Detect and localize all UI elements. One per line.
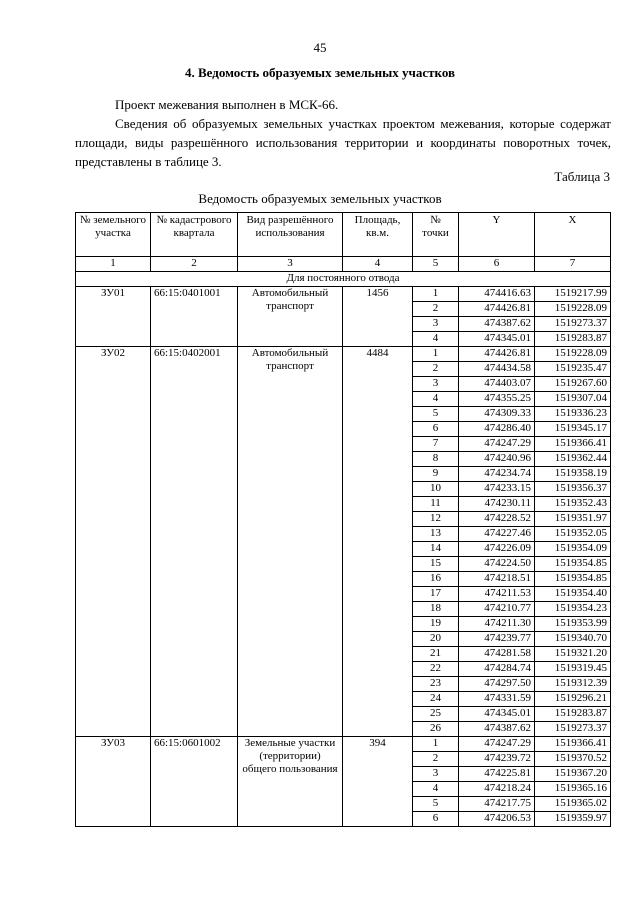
coord-x: 1519362.44 bbox=[535, 452, 611, 467]
coord-x: 1519283.87 bbox=[535, 707, 611, 722]
coord-y: 474211.53 bbox=[459, 587, 535, 602]
point-number: 20 bbox=[413, 632, 459, 647]
table-label: Таблица 3 bbox=[554, 169, 610, 184]
page-number: 45 bbox=[313, 40, 327, 55]
coord-x: 1519358.19 bbox=[535, 467, 611, 482]
point-number: 6 bbox=[413, 812, 459, 827]
table-row bbox=[76, 737, 611, 752]
point-number: 5 bbox=[413, 797, 459, 812]
parcel-id: ЗУ02 bbox=[76, 347, 151, 737]
column-number: 4 bbox=[343, 257, 413, 272]
point-number: 17 bbox=[413, 587, 459, 602]
coord-y: 474228.52 bbox=[459, 512, 535, 527]
point-number: 14 bbox=[413, 542, 459, 557]
section-row bbox=[76, 272, 611, 287]
point-number: 26 bbox=[413, 722, 459, 737]
coord-y: 474345.01 bbox=[459, 707, 535, 722]
point-number: 5 bbox=[413, 407, 459, 422]
coord-x: 1519365.16 bbox=[535, 782, 611, 797]
point-number: 8 bbox=[413, 452, 459, 467]
coord-x: 1519321.20 bbox=[535, 647, 611, 662]
coord-x: 1519319.45 bbox=[535, 662, 611, 677]
cadastral-quarter: 66:15:0402001 bbox=[151, 347, 238, 737]
table-row bbox=[76, 287, 611, 302]
coord-x: 1519228.09 bbox=[535, 302, 611, 317]
coord-x: 1519345.17 bbox=[535, 422, 611, 437]
coord-y: 474426.81 bbox=[459, 302, 535, 317]
point-number: 10 bbox=[413, 482, 459, 497]
coord-x: 1519267.60 bbox=[535, 377, 611, 392]
point-number: 19 bbox=[413, 617, 459, 632]
coord-y: 474297.50 bbox=[459, 677, 535, 692]
column-number-row bbox=[76, 257, 611, 272]
point-number: 1 bbox=[413, 347, 459, 362]
coord-y: 474218.51 bbox=[459, 572, 535, 587]
coord-x: 1519273.37 bbox=[535, 722, 611, 737]
column-number: 6 bbox=[459, 257, 535, 272]
point-number: 15 bbox=[413, 557, 459, 572]
coord-y: 474286.40 bbox=[459, 422, 535, 437]
coord-x: 1519370.52 bbox=[535, 752, 611, 767]
cadastral-quarter: 66:15:0601002 bbox=[151, 737, 238, 827]
coord-y: 474434.58 bbox=[459, 362, 535, 377]
coord-x: 1519273.37 bbox=[535, 317, 611, 332]
point-number: 23 bbox=[413, 677, 459, 692]
permitted-use: Автомобильный транспорт bbox=[238, 347, 343, 737]
coord-y: 474224.50 bbox=[459, 557, 535, 572]
column-number: 7 bbox=[535, 257, 611, 272]
permitted-use: Земельные участки (территории) общего пользования bbox=[238, 737, 343, 827]
coord-x: 1519356.37 bbox=[535, 482, 611, 497]
coord-y: 474387.62 bbox=[459, 722, 535, 737]
coord-y: 474240.96 bbox=[459, 452, 535, 467]
header-cell: Y bbox=[459, 213, 535, 257]
point-number: 16 bbox=[413, 572, 459, 587]
header-cell: X bbox=[535, 213, 611, 257]
point-number: 6 bbox=[413, 422, 459, 437]
coord-y: 474217.75 bbox=[459, 797, 535, 812]
coord-y: 474247.29 bbox=[459, 437, 535, 452]
coord-y: 474247.29 bbox=[459, 737, 535, 752]
coord-x: 1519365.02 bbox=[535, 797, 611, 812]
point-number: 11 bbox=[413, 497, 459, 512]
table-row bbox=[76, 347, 611, 362]
coord-y: 474211.30 bbox=[459, 617, 535, 632]
coord-y: 474355.25 bbox=[459, 392, 535, 407]
parcel-id: ЗУ01 bbox=[76, 287, 151, 347]
point-number: 2 bbox=[413, 362, 459, 377]
point-number: 24 bbox=[413, 692, 459, 707]
point-number: 2 bbox=[413, 302, 459, 317]
coord-x: 1519366.41 bbox=[535, 737, 611, 752]
coord-x: 1519354.23 bbox=[535, 602, 611, 617]
header-cell: № точки bbox=[413, 213, 459, 257]
coord-y: 474239.72 bbox=[459, 752, 535, 767]
coord-y: 474210.77 bbox=[459, 602, 535, 617]
permitted-use: Автомобильный транспорт bbox=[238, 287, 343, 347]
header-cell: Площадь, кв.м. bbox=[343, 213, 413, 257]
coord-x: 1519228.09 bbox=[535, 347, 611, 362]
parcels-table bbox=[75, 212, 611, 827]
coord-x: 1519367.20 bbox=[535, 767, 611, 782]
coord-y: 474331.59 bbox=[459, 692, 535, 707]
coord-x: 1519352.43 bbox=[535, 497, 611, 512]
parcel-area: 394 bbox=[343, 737, 413, 827]
coord-y: 474281.58 bbox=[459, 647, 535, 662]
paragraph-msk: Проект межевания выполнен в МСК-66. bbox=[115, 97, 339, 112]
point-number: 22 bbox=[413, 662, 459, 677]
coord-x: 1519354.85 bbox=[535, 557, 611, 572]
coord-x: 1519340.70 bbox=[535, 632, 611, 647]
section-heading: 4. Ведомость образуемых земельных участков bbox=[184, 65, 456, 80]
point-number: 3 bbox=[413, 767, 459, 782]
point-number: 9 bbox=[413, 467, 459, 482]
point-number: 21 bbox=[413, 647, 459, 662]
coord-y: 474345.01 bbox=[459, 332, 535, 347]
paragraph-description: Сведения об образуемых земельных участках проектом межевания, которые содержат площади, виды разрешённого использования территории и координаты поворотных точек, представлены в таблице 3. bbox=[75, 116, 611, 169]
point-number: 18 bbox=[413, 602, 459, 617]
coord-y: 474225.81 bbox=[459, 767, 535, 782]
coord-x: 1519283.87 bbox=[535, 332, 611, 347]
coord-x: 1519359.97 bbox=[535, 812, 611, 827]
point-number: 4 bbox=[413, 332, 459, 347]
parcel-area: 1456 bbox=[343, 287, 413, 347]
parcel-area: 4484 bbox=[343, 347, 413, 737]
point-number: 3 bbox=[413, 377, 459, 392]
coord-y: 474416.63 bbox=[459, 287, 535, 302]
column-number: 5 bbox=[413, 257, 459, 272]
point-number: 13 bbox=[413, 527, 459, 542]
column-number: 3 bbox=[238, 257, 343, 272]
coord-x: 1519352.05 bbox=[535, 527, 611, 542]
coord-y: 474309.33 bbox=[459, 407, 535, 422]
coord-x: 1519353.99 bbox=[535, 617, 611, 632]
header-cell: № кадастрового квартала bbox=[151, 213, 238, 257]
coord-y: 474387.62 bbox=[459, 317, 535, 332]
coord-y: 474227.46 bbox=[459, 527, 535, 542]
coord-x: 1519217.99 bbox=[535, 287, 611, 302]
coord-y: 474426.81 bbox=[459, 347, 535, 362]
column-number: 2 bbox=[151, 257, 238, 272]
parcel-id: ЗУ03 bbox=[76, 737, 151, 827]
coord-x: 1519307.04 bbox=[535, 392, 611, 407]
point-number: 1 bbox=[413, 287, 459, 302]
coord-y: 474226.09 bbox=[459, 542, 535, 557]
coord-x: 1519354.09 bbox=[535, 542, 611, 557]
coord-x: 1519366.41 bbox=[535, 437, 611, 452]
point-number: 3 bbox=[413, 317, 459, 332]
coord-x: 1519235.47 bbox=[535, 362, 611, 377]
point-number: 7 bbox=[413, 437, 459, 452]
coord-x: 1519336.23 bbox=[535, 407, 611, 422]
cadastral-quarter: 66:15:0401001 bbox=[151, 287, 238, 347]
coord-y: 474284.74 bbox=[459, 662, 535, 677]
point-number: 25 bbox=[413, 707, 459, 722]
header-row bbox=[76, 213, 611, 257]
coord-y: 474206.53 bbox=[459, 812, 535, 827]
header-cell: Вид разрешённого использования bbox=[238, 213, 343, 257]
point-number: 2 bbox=[413, 752, 459, 767]
coord-x: 1519354.40 bbox=[535, 587, 611, 602]
point-number: 4 bbox=[413, 782, 459, 797]
point-number: 1 bbox=[413, 737, 459, 752]
column-number: 1 bbox=[76, 257, 151, 272]
section-label: Для постоянного отвода bbox=[76, 272, 611, 287]
coord-x: 1519354.85 bbox=[535, 572, 611, 587]
coord-x: 1519296.21 bbox=[535, 692, 611, 707]
coord-y: 474234.74 bbox=[459, 467, 535, 482]
coord-y: 474239.77 bbox=[459, 632, 535, 647]
coord-x: 1519351.97 bbox=[535, 512, 611, 527]
coord-y: 474403.07 bbox=[459, 377, 535, 392]
point-number: 12 bbox=[413, 512, 459, 527]
header-cell: № земельного участка bbox=[76, 213, 151, 257]
coord-y: 474218.24 bbox=[459, 782, 535, 797]
coord-y: 474230.11 bbox=[459, 497, 535, 512]
point-number: 4 bbox=[413, 392, 459, 407]
coord-y: 474233.15 bbox=[459, 482, 535, 497]
table-title: Ведомость образуемых земельных участков bbox=[198, 191, 442, 206]
coord-x: 1519312.39 bbox=[535, 677, 611, 692]
